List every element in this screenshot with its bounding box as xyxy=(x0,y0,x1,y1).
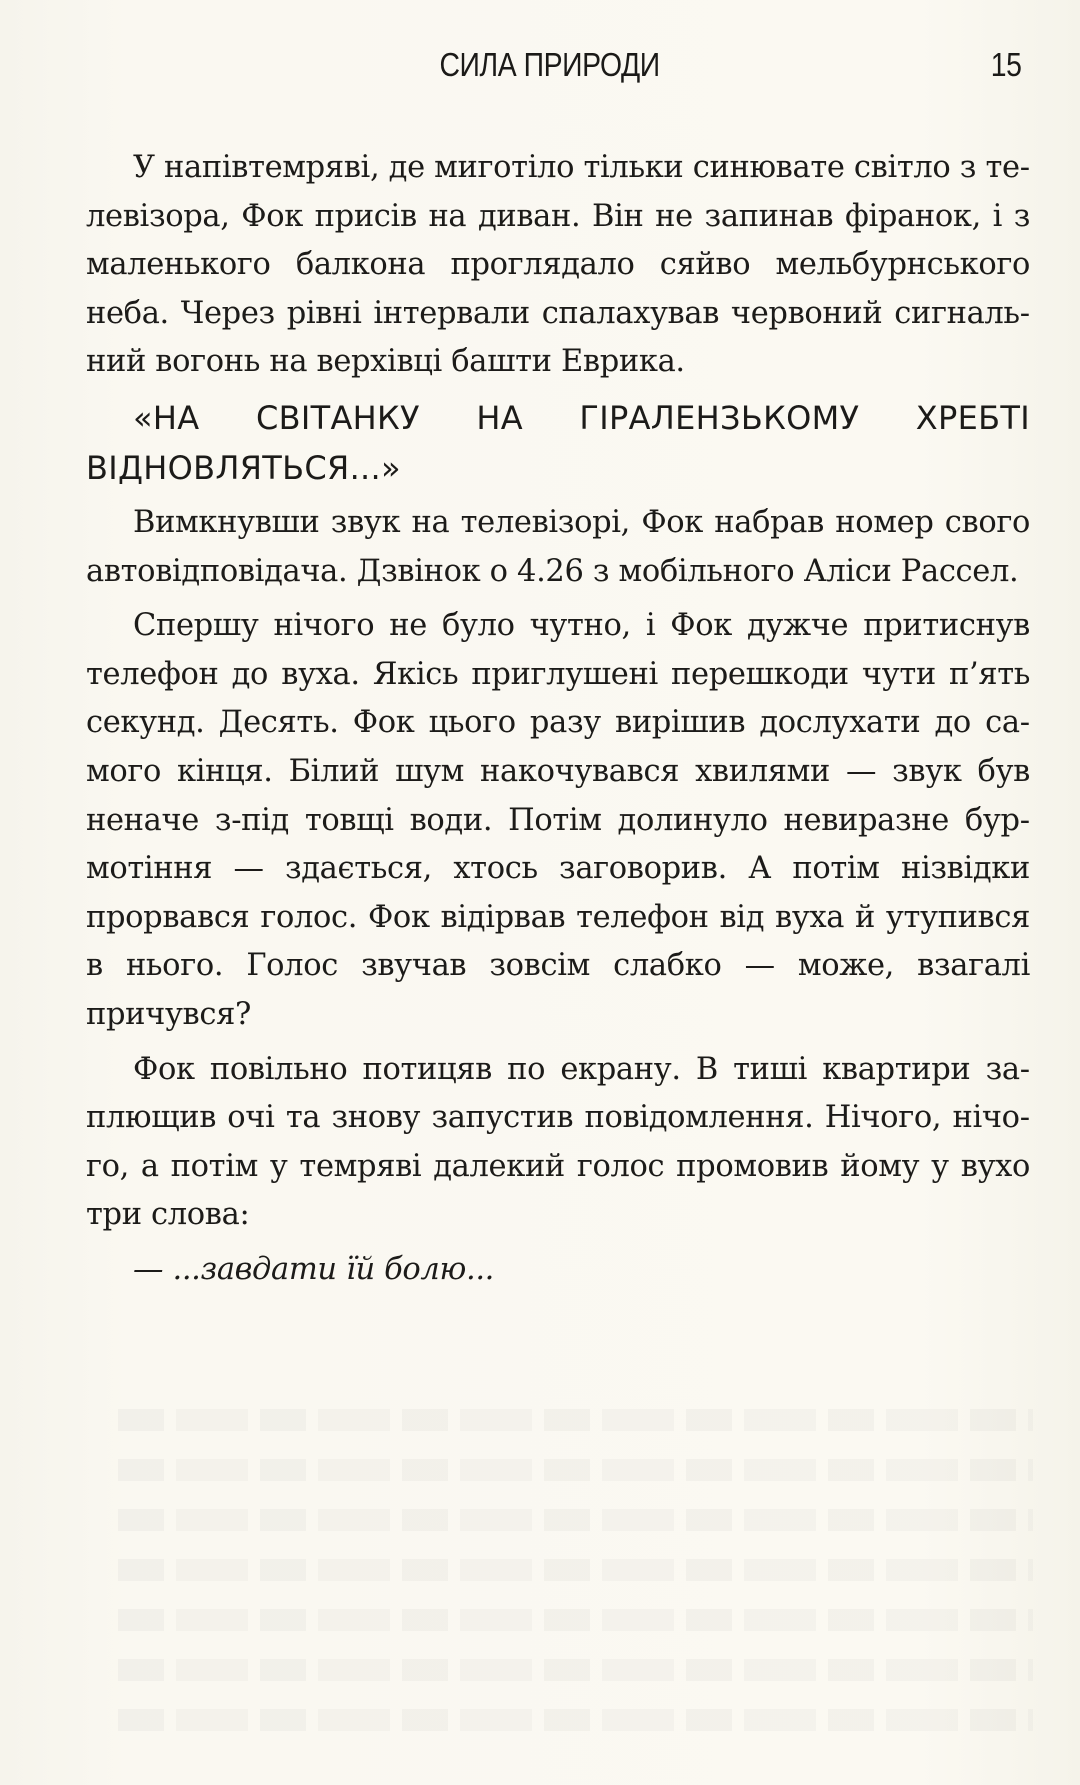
paragraph-4: Спершу нічого не було чутно, і Фок дужче притиснув телефон до вуха. Якісь приглушені перешкоди чути п’ять секунд. Десять. Фок цього разу вирішив дослухати до самого кінця. Білий шум накочувався хвилями — звук був неначе з-під товщі води. Потім долинуло невиразне бурмотіння — здається, хтось заговорив. А потім нізвідки прорвався голос. Фок відірвав телефон від вуха й утупився в нього. Голос звучав зовсім слабко — може, взагалі причувся? xyxy=(86,608,1030,1032)
running-title: СИЛА ПРИРОДИ xyxy=(439,46,660,83)
paragraph-5: Фок повільно потицяв по екрану. В тиші квартири заплющив очі та знову запустив повідомлення. Нічого, нічого, а потім у темряві далекий голос промовив йому у вухо три слова: xyxy=(86,1051,1030,1233)
paragraph-3: Вимкнувши звук на телевізорі, Фок набрав номер свого автовідповідача. Дзвінок о 4.26 з мобільного Аліси Рассел. xyxy=(86,504,1030,589)
running-head xyxy=(0,46,1022,96)
paragraph-1: У напівтемряві, де миготіло тільки синювате світло з телевізора, Фок присів на диван. Він не запинав фіранок, і з маленького балкона проглядало сяйво мельбурнського неба. Через рівні інтервали спалахував червоний сигнальний вогонь на верхівці башти Еврика. xyxy=(86,150,1030,380)
body-text xyxy=(86,144,1030,1294)
paragraph-6-quote: — ...завдати їй болю... xyxy=(133,1251,495,1287)
bleed-through-text xyxy=(118,1395,1033,1745)
page-number: 15 xyxy=(990,46,1022,83)
paragraph-2-tv-caption: «НА СВІТАНКУ НА ГІРАЛЕНЗЬКОМУ ХРЕБТІ ВІДНОВЛЯТЬСЯ...» xyxy=(86,398,1030,487)
